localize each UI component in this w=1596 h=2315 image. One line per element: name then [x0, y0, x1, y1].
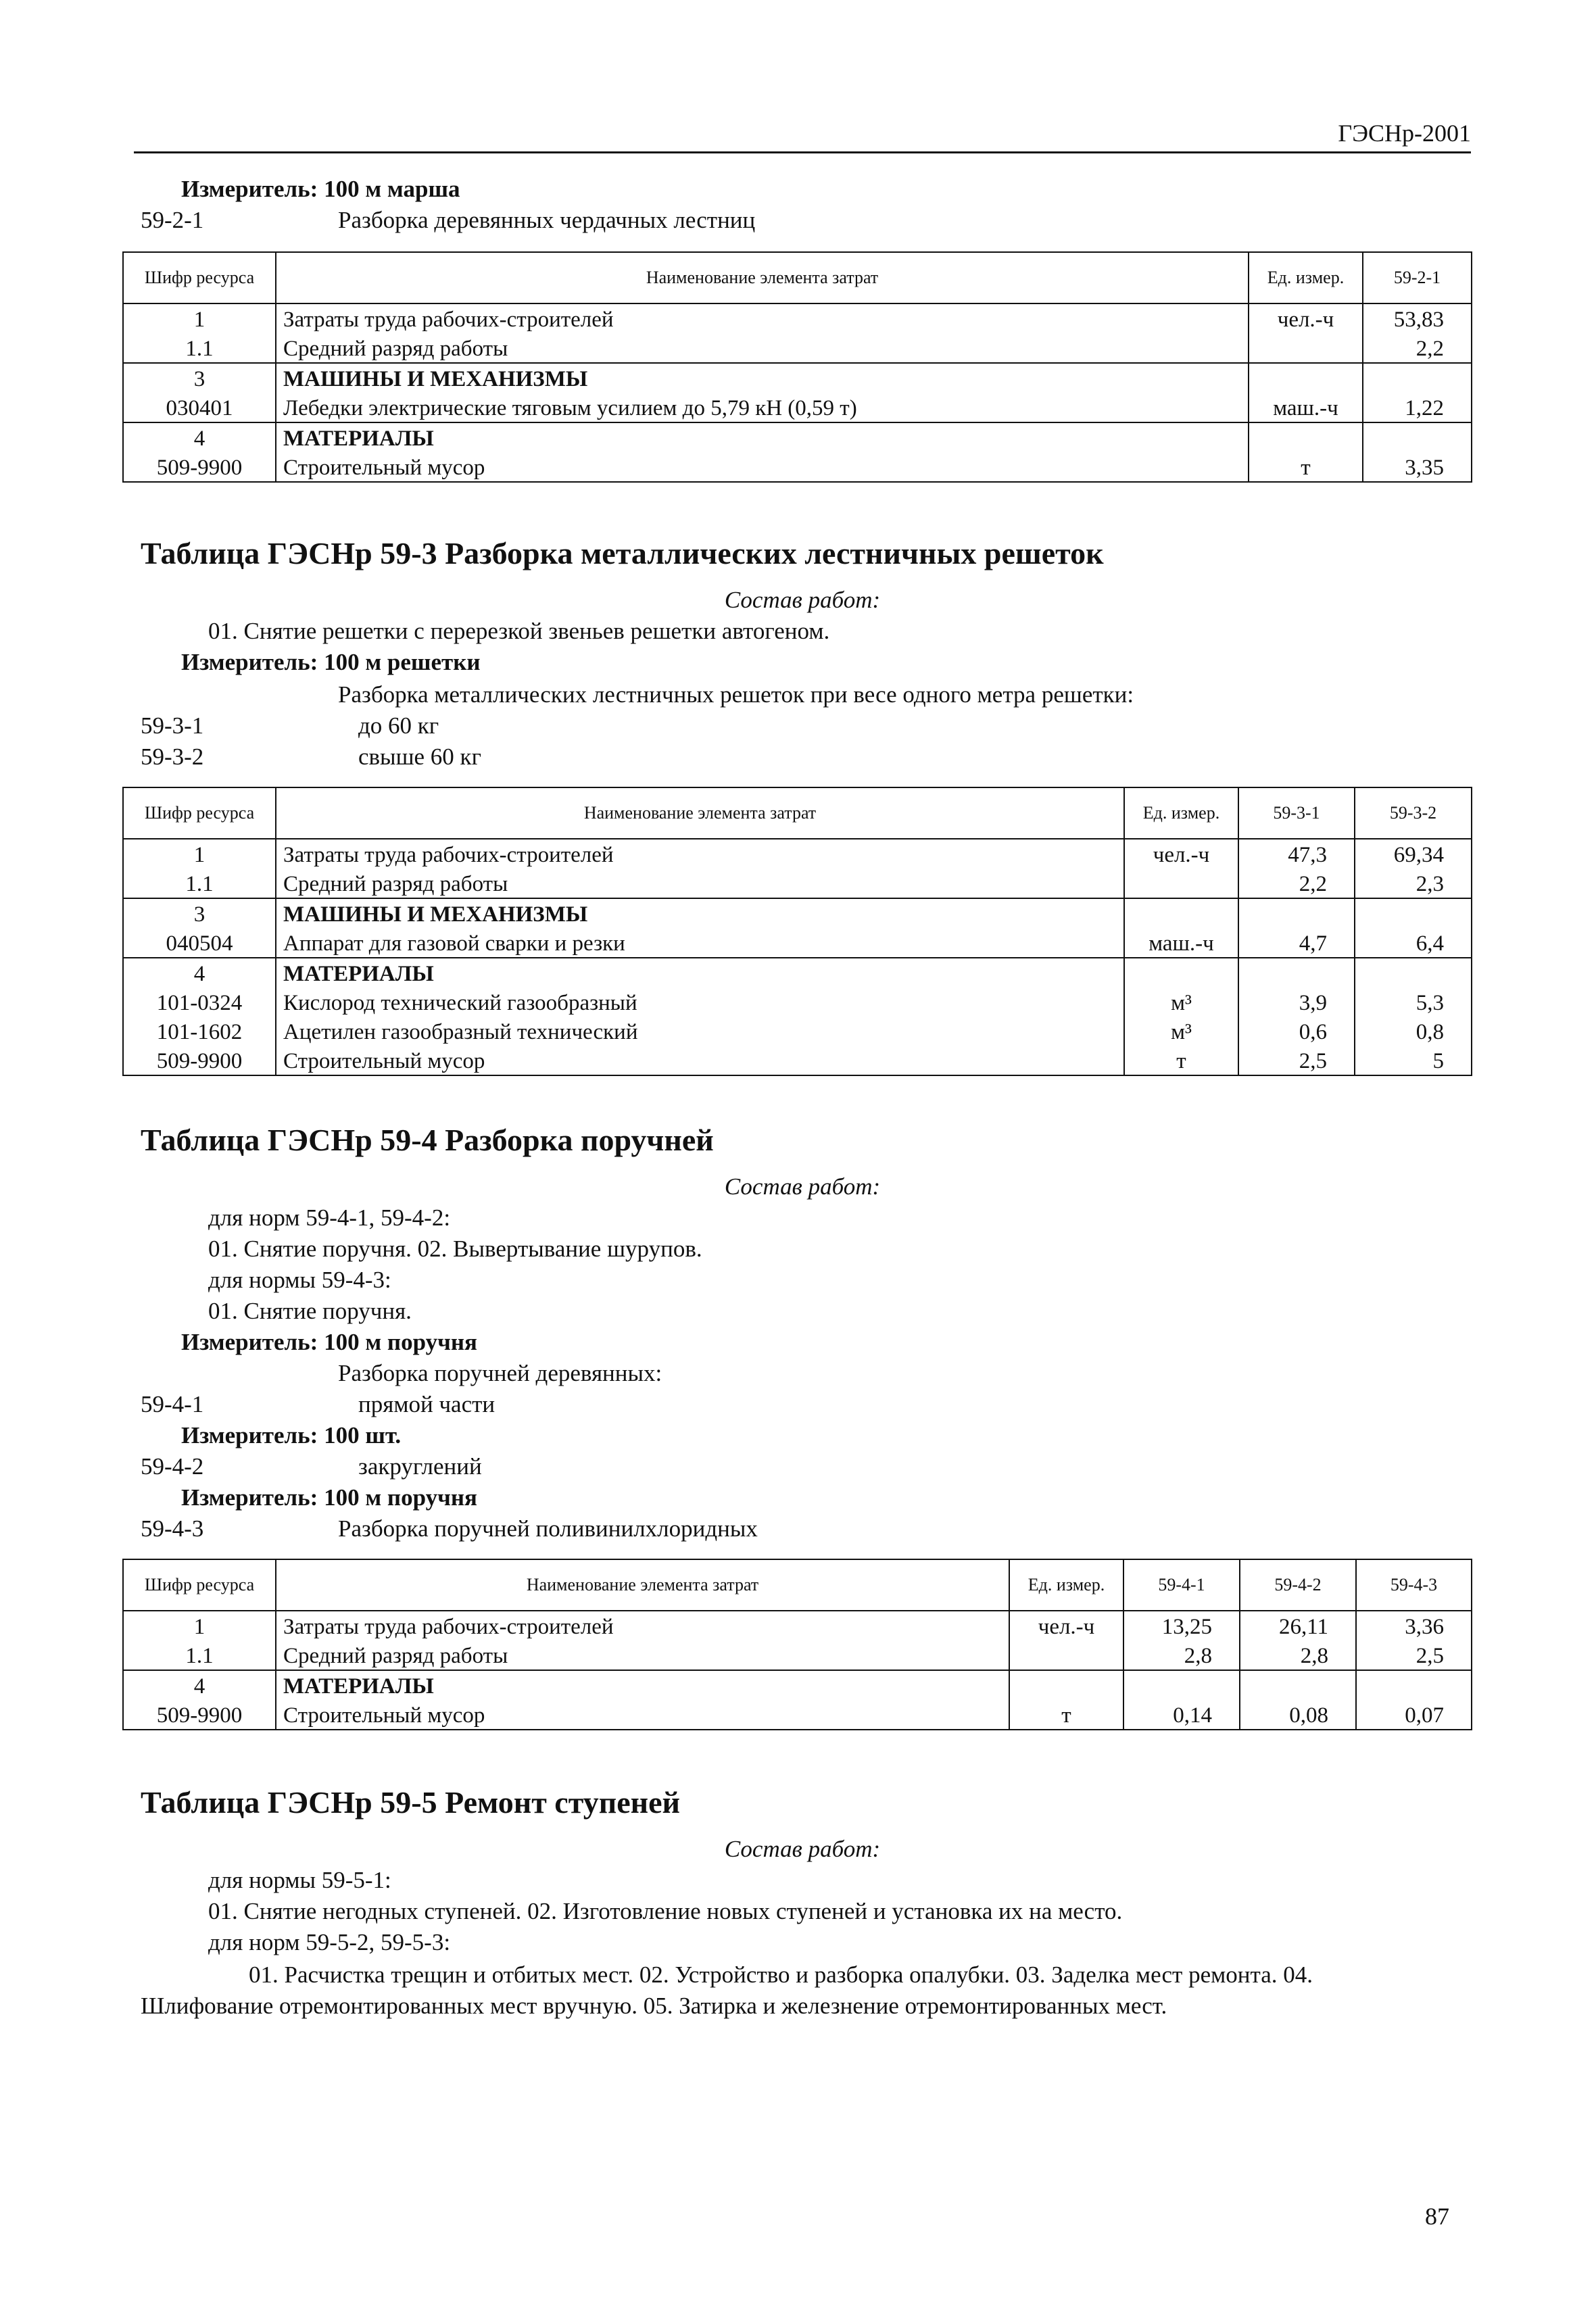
section-heading: МАТЕРИАЛЫ: [276, 422, 1249, 452]
row-value: 4,7: [1238, 928, 1355, 958]
row-value: 5,3: [1355, 988, 1472, 1017]
row-unit: [1249, 333, 1363, 363]
table-row: [123, 1670, 1472, 1700]
row-unit: т: [1124, 1046, 1238, 1075]
table-row: [123, 869, 1472, 898]
row-code: 1: [123, 303, 276, 333]
row-name: Строительный мусор: [276, 452, 1249, 482]
page-number: 87: [1425, 2203, 1449, 2230]
row-code: 1: [123, 839, 276, 869]
table-header-row: [123, 1559, 1472, 1611]
table-59-4: [122, 1559, 1472, 1730]
row-code: 509-9900: [123, 1046, 276, 1075]
row-name: Затраты труда рабочих-строителей: [276, 839, 1124, 869]
section-heading: МАТЕРИАЛЫ: [276, 958, 1124, 988]
norm-name-59-4-3: Разборка поручней поливинилхлоридных: [338, 1515, 758, 1542]
table-row: [123, 928, 1472, 958]
composition-label-59-5: Состав работ:: [724, 1836, 881, 1862]
row-value: 3,9: [1238, 988, 1355, 1017]
row-value: 26,11: [1240, 1611, 1356, 1640]
header-name: Наименование элемента затрат: [276, 1559, 1009, 1611]
row-name: Строительный мусор: [276, 1046, 1124, 1075]
row-unit: [1009, 1670, 1123, 1700]
table-row: [123, 1046, 1472, 1075]
table-row: [123, 839, 1472, 869]
row-value: 3,36: [1356, 1611, 1472, 1640]
row-value: [1363, 422, 1472, 452]
table-row: [123, 1017, 1472, 1046]
header-col-59-2-1: 59-2-1: [1363, 252, 1472, 303]
row-value: [1355, 958, 1472, 988]
measure-59-3: Измеритель: 100 м решетки: [181, 649, 481, 675]
row-value: 0,8: [1355, 1017, 1472, 1046]
intro-59-4: Разборка поручней деревянных:: [338, 1360, 662, 1386]
row-unit: [1249, 422, 1363, 452]
intro-59-3: Разборка металлических лестничных решеток при весе одного метра решетки:: [338, 681, 1134, 708]
row-code: 101-0324: [123, 988, 276, 1017]
header-col-59-3-2: 59-3-2: [1355, 787, 1472, 839]
row-code: 4: [123, 1670, 276, 1700]
table-row: [123, 393, 1472, 422]
table-59-2: [122, 251, 1472, 483]
norm-code-59-2-1: 59-2-1: [141, 207, 204, 233]
row-value: 2,5: [1356, 1640, 1472, 1670]
norm-name-59-4-1: прямой части: [358, 1391, 495, 1417]
header-col-59-3-1: 59-3-1: [1238, 787, 1355, 839]
header-col-59-4-1: 59-4-1: [1123, 1559, 1240, 1611]
norm-code-59-4-1: 59-4-1: [141, 1391, 204, 1417]
row-unit: [1249, 363, 1363, 393]
row-unit: [1124, 958, 1238, 988]
table-row: [123, 1640, 1472, 1670]
row-value: 2,2: [1363, 333, 1472, 363]
row-name: Ацетилен газообразный технический: [276, 1017, 1124, 1046]
table-59-3: [122, 787, 1472, 1076]
row-code: 1.1: [123, 869, 276, 898]
row-value: 6,4: [1355, 928, 1472, 958]
row-unit: м³: [1124, 1017, 1238, 1046]
document-code: ГЭСНр-2001: [1338, 120, 1471, 147]
row-code: 509-9900: [123, 452, 276, 482]
norm-code-59-4-2: 59-4-2: [141, 1453, 204, 1480]
header-name: Наименование элемента затрат: [276, 252, 1249, 303]
for-norms-59-5-2-3: для норм 59-5-2, 59-5-3:: [208, 1929, 451, 1955]
work-59-4-1: 01. Снятие поручня. 02. Вывертывание шурупов.: [208, 1236, 702, 1262]
measure-59-4-1: Измеритель: 100 м поручня: [181, 1329, 477, 1355]
work-59-5-2-line1: 01. Расчистка трещин и отбитых мест. 02. Устройство и разборка опалубки. 03. Заделка мест ремонта. 04.: [249, 1961, 1313, 1988]
title-59-4: Таблица ГЭСНр 59-4 Разборка поручней: [141, 1123, 714, 1157]
row-value: 69,34: [1355, 839, 1472, 869]
row-unit: [1124, 898, 1238, 928]
section-heading: МАТЕРИАЛЫ: [276, 1670, 1009, 1700]
header-unit: Ед. измер.: [1124, 787, 1238, 839]
row-value: 3,35: [1363, 452, 1472, 482]
row-name: Аппарат для газовой сварки и резки: [276, 928, 1124, 958]
row-value: 53,83: [1363, 303, 1472, 333]
table-row: [123, 898, 1472, 928]
row-value: 47,3: [1238, 839, 1355, 869]
row-value: 0,6: [1238, 1017, 1355, 1046]
measure-59-2: Измеритель: 100 м марша: [181, 176, 460, 202]
norm-name-59-4-2: закруглений: [358, 1453, 482, 1480]
norm-name-59-2-1: Разборка деревянных чердачных лестниц: [338, 207, 756, 233]
row-value: [1238, 958, 1355, 988]
row-value: 0,07: [1356, 1700, 1472, 1730]
table-header-row: [123, 252, 1472, 303]
row-value: [1240, 1670, 1356, 1700]
row-value: 2,5: [1238, 1046, 1355, 1075]
for-norms-59-4-1-2: для норм 59-4-1, 59-4-2:: [208, 1204, 451, 1231]
table-row: [123, 452, 1472, 482]
header-unit: Ед. измер.: [1249, 252, 1363, 303]
table-row: [123, 363, 1472, 393]
row-unit: маш.-ч: [1249, 393, 1363, 422]
row-code: 1.1: [123, 1640, 276, 1670]
row-code: 509-9900: [123, 1700, 276, 1730]
row-unit: чел.-ч: [1009, 1611, 1123, 1640]
row-name: Строительный мусор: [276, 1700, 1009, 1730]
row-value: 1,22: [1363, 393, 1472, 422]
row-value: 0,14: [1123, 1700, 1240, 1730]
work-59-5-1: 01. Снятие негодных ступеней. 02. Изготовление новых ступеней и установка их на место.: [208, 1898, 1123, 1924]
norm-code-59-3-2: 59-3-2: [141, 744, 204, 770]
row-code: 1: [123, 1611, 276, 1640]
measure-59-4-2: Измеритель: 100 шт.: [181, 1422, 402, 1448]
row-code: 3: [123, 898, 276, 928]
page-header: [134, 115, 1471, 153]
row-value: 2,3: [1355, 869, 1472, 898]
row-code: 101-1602: [123, 1017, 276, 1046]
header-code: Шифр ресурса: [123, 252, 276, 303]
for-norms-59-5-1: для нормы 59-5-1:: [208, 1867, 391, 1893]
norm-name-59-3-1: до 60 кг: [358, 712, 439, 739]
row-value: 13,25: [1123, 1611, 1240, 1640]
header-name: Наименование элемента затрат: [276, 787, 1124, 839]
row-value: 0,08: [1240, 1700, 1356, 1730]
row-unit: м³: [1124, 988, 1238, 1017]
row-name: Лебедки электрические тяговым усилием до 5,79 кН (0,59 т): [276, 393, 1249, 422]
row-unit: т: [1009, 1700, 1123, 1730]
row-value: [1123, 1670, 1240, 1700]
row-code: 4: [123, 958, 276, 988]
norm-code-59-4-3: 59-4-3: [141, 1515, 204, 1542]
row-name: Затраты труда рабочих-строителей: [276, 303, 1249, 333]
header-unit: Ед. измер.: [1009, 1559, 1123, 1611]
row-name: Затраты труда рабочих-строителей: [276, 1611, 1009, 1640]
row-value: [1238, 898, 1355, 928]
header-col-59-4-2: 59-4-2: [1240, 1559, 1356, 1611]
norm-code-59-3-1: 59-3-1: [141, 712, 204, 739]
work-59-3: 01. Снятие решетки с перерезкой звеньев решетки автогеном.: [208, 618, 830, 644]
title-59-3: Таблица ГЭСНр 59-3 Разборка металлических лестничных решеток: [141, 536, 1104, 570]
table-row: [123, 1700, 1472, 1730]
row-name: Средний разряд работы: [276, 1640, 1009, 1670]
table-row: [123, 988, 1472, 1017]
row-code: 3: [123, 363, 276, 393]
row-value: 2,2: [1238, 869, 1355, 898]
for-norms-59-4-3: для нормы 59-4-3:: [208, 1267, 391, 1293]
row-value: [1363, 363, 1472, 393]
row-code: 4: [123, 422, 276, 452]
table-row: [123, 1611, 1472, 1640]
header-col-59-4-3: 59-4-3: [1356, 1559, 1472, 1611]
row-code: 1.1: [123, 333, 276, 363]
title-59-5: Таблица ГЭСНр 59-5 Ремонт ступеней: [141, 1785, 681, 1820]
row-value: [1356, 1670, 1472, 1700]
table-row: [123, 422, 1472, 452]
row-name: Средний разряд работы: [276, 333, 1249, 363]
section-heading: МАШИНЫ И МЕХАНИЗМЫ: [276, 363, 1249, 393]
table-header-row: [123, 787, 1472, 839]
row-unit: маш.-ч: [1124, 928, 1238, 958]
row-unit: чел.-ч: [1124, 839, 1238, 869]
header-code: Шифр ресурса: [123, 1559, 276, 1611]
row-code: 030401: [123, 393, 276, 422]
row-unit: т: [1249, 452, 1363, 482]
row-name: Средний разряд работы: [276, 869, 1124, 898]
row-unit: [1124, 869, 1238, 898]
table-row: [123, 958, 1472, 988]
work-59-4-2: 01. Снятие поручня.: [208, 1298, 412, 1324]
header-code: Шифр ресурса: [123, 787, 276, 839]
measure-59-4-3: Измеритель: 100 м поручня: [181, 1484, 477, 1511]
work-59-5-2-line2: Шлифование отремонтированных мест вручную. 05. Затирка и железнение отремонтированных мест.: [141, 1993, 1167, 2019]
row-value: 2,8: [1123, 1640, 1240, 1670]
row-code: 040504: [123, 928, 276, 958]
row-unit: чел.-ч: [1249, 303, 1363, 333]
table-row: [123, 333, 1472, 363]
table-row: [123, 303, 1472, 333]
norm-name-59-3-2: свыше 60 кг: [358, 744, 481, 770]
composition-label-59-4: Состав работ:: [724, 1173, 881, 1200]
row-value: 5: [1355, 1046, 1472, 1075]
row-name: Кислород технический газообразный: [276, 988, 1124, 1017]
row-unit: [1009, 1640, 1123, 1670]
row-value: 2,8: [1240, 1640, 1356, 1670]
section-heading: МАШИНЫ И МЕХАНИЗМЫ: [276, 898, 1124, 928]
row-value: [1355, 898, 1472, 928]
composition-label-59-3: Состав работ:: [724, 587, 881, 613]
